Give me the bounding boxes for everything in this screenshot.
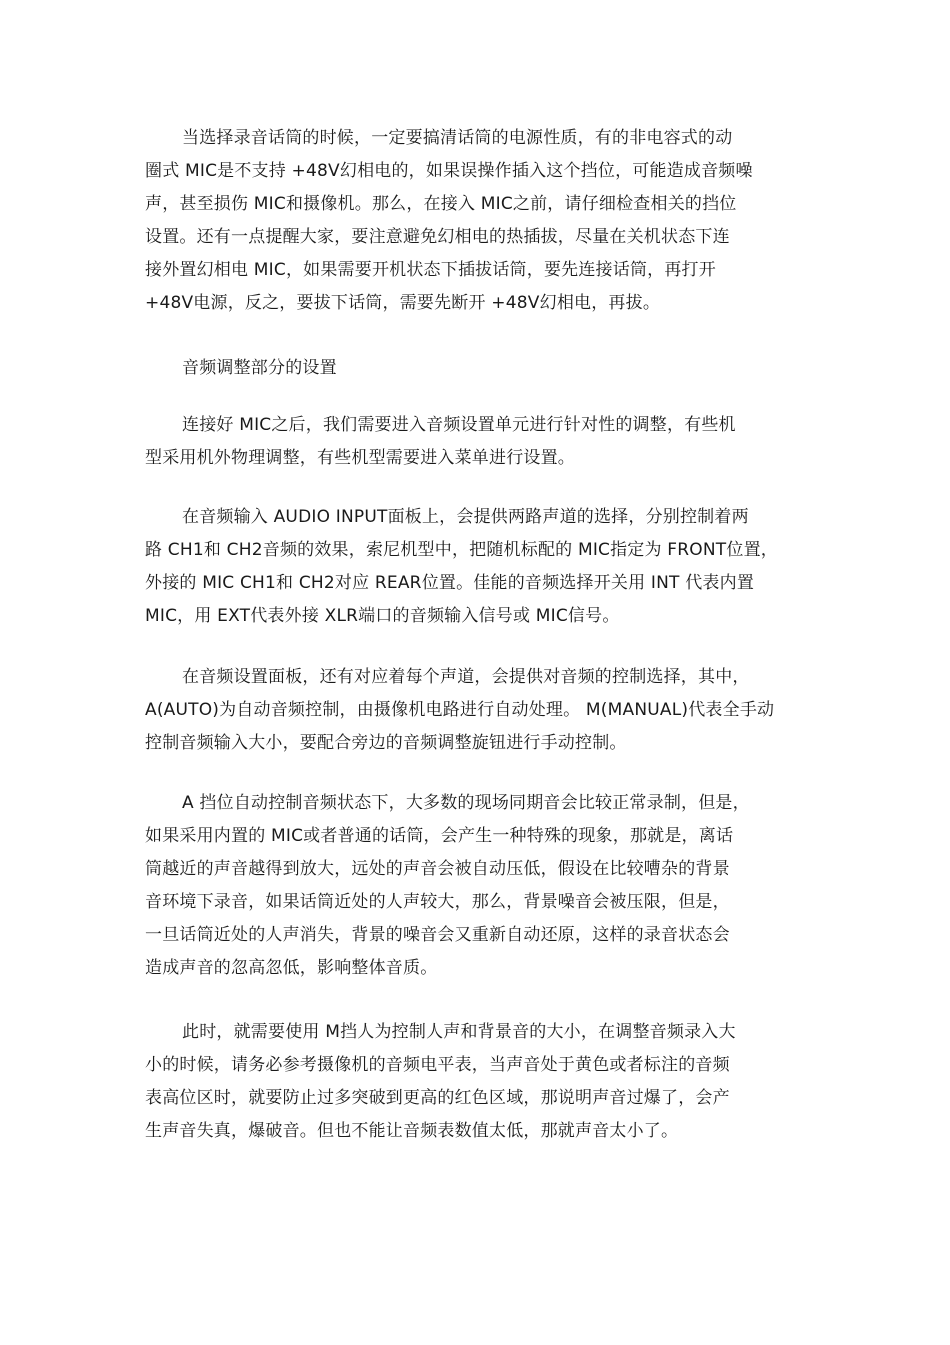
heading-line: 音频调整部分的设置 (182, 358, 337, 378)
text-line: 音环境下录音，如果话筒近处的人声较大，那么，背景噪音会被压限，但是， (145, 892, 730, 912)
text-line: 接外置幻相电 MIC，如果需要开机状态下插拔话筒，要先连接话筒，再打开 (145, 260, 716, 280)
text-line: 表高位区时，就要防止过多突破到更高的红色区域，那说明声音过爆了，会产 (145, 1088, 730, 1108)
text-line: 连接好 MIC之后，我们需要进入音频设置单元进行针对性的调整，有些机 (182, 415, 736, 435)
text-line: 型采用机外物理调整，有些机型需要进入菜单进行设置。 (145, 448, 575, 468)
paragraph-auto-mode (145, 787, 825, 985)
text-line: 设置。还有一点提醒大家，要注意避免幻相电的热插拔，尽量在关机状态下连 (145, 227, 730, 247)
text-line: MIC，用 EXT代表外接 XLR端口的音频输入信号或 MIC信号。 (145, 606, 620, 626)
text-line: 圈式 MIC是不支持 +48V幻相电的，如果误操作插入这个挡位，可能造成音频噪 (145, 161, 753, 181)
section-heading (145, 352, 825, 385)
text-line: 当选择录音话筒的时候，一定要搞清话筒的电源性质，有的非电容式的动 (182, 128, 733, 148)
text-line: 声，甚至损伤 MIC和摄像机。那么，在接入 MIC之前，请仔细检查相关的挡位 (145, 194, 737, 214)
text-line: 控制音频输入大小，要配合旁边的音频调整旋钮进行手动控制。 (145, 733, 627, 753)
text-line: 小的时候，请务必参考摄像机的音频电平表，当声音处于黄色或者标注的音频 (145, 1055, 730, 1075)
text-line: 生声音失真，爆破音。但也不能让音频表数值太低，那就声音太小了。 (145, 1121, 679, 1141)
text-line: 此时，就需要使用 M挡人为控制人声和背景音的大小，在调整音频录入大 (182, 1022, 736, 1042)
paragraph-connect-mic (145, 409, 825, 475)
text-line: A(AUTO)为自动音频控制，由摄像机电路进行自动处理。 M(MANUAL)代表全手动 (145, 700, 775, 720)
paragraph-manual-mode (145, 1016, 825, 1148)
paragraph-audio-panel (145, 661, 825, 760)
text-line: 在音频输入 AUDIO INPUT面板上，会提供两路声道的选择，分别控制着两 (182, 507, 749, 527)
text-line: A 挡位自动控制音频状态下，大多数的现场同期音会比较正常录制，但是， (182, 793, 750, 813)
text-line: 筒越近的声音越得到放大，远处的声音会被自动压低，假设在比较嘈杂的背景 (145, 859, 730, 879)
text-line: 如果采用内置的 MIC或者普通的话筒，会产生一种特殊的现象，那就是，离话 (145, 826, 734, 846)
text-line: 造成声音的忽高忽低，影响整体音质。 (145, 958, 438, 978)
text-line: 外接的 MIC CH1和 CH2对应 REAR位置。佳能的音频选择开关用 INT 代表内置 (145, 573, 755, 593)
text-line: 路 CH1和 CH2音频的效果，索尼机型中，把随机标配的 MIC指定为 FRONT位置， (145, 540, 778, 560)
text-line: 在音频设置面板，还有对应着每个声道，会提供对音频的控制选择，其中， (182, 667, 750, 687)
text-line: +48V电源，反之，要拔下话筒，需要先断开 +48V幻相电，再拔。 (145, 293, 661, 313)
text-line: 一旦话筒近处的人声消失，背景的噪音会又重新自动还原，这样的录音状态会 (145, 925, 730, 945)
paragraph-audio-input (145, 501, 825, 633)
paragraph-phantom-power (145, 122, 825, 320)
